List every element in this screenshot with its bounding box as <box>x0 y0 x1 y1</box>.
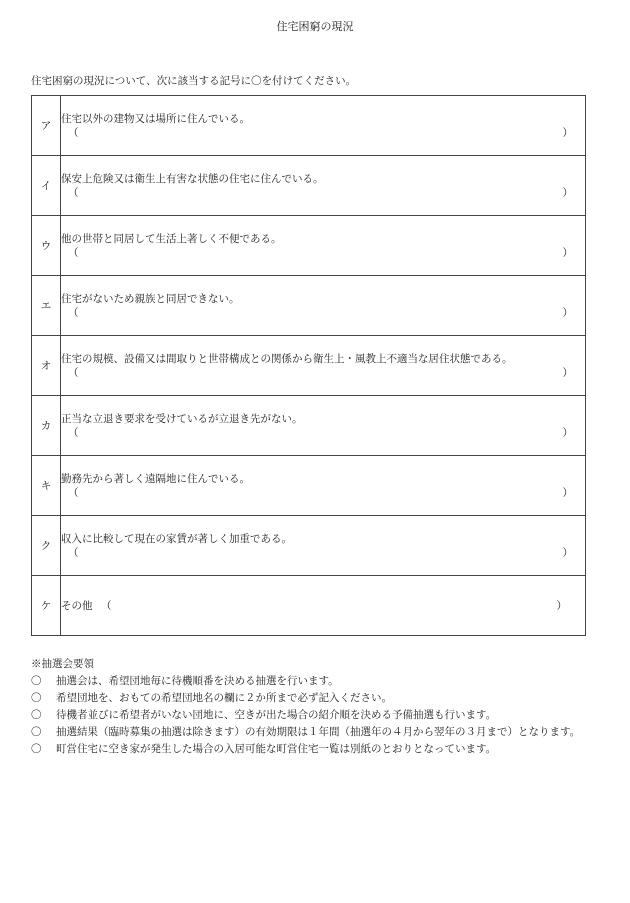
close-paren: ） <box>562 486 573 499</box>
open-paren: （ <box>101 599 112 612</box>
open-paren: （ <box>68 486 79 499</box>
option-text: 収入に比較して現在の家賃が著しく加重である。 <box>61 532 292 545</box>
detail-field[interactable] <box>61 366 585 380</box>
option-content <box>61 336 586 396</box>
open-paren: （ <box>68 546 79 559</box>
detail-field[interactable] <box>61 486 585 500</box>
page-title: 住宅困窮の現況 <box>276 20 354 33</box>
option-text: 住宅以外の建物又は場所に住んでいる。 <box>61 112 250 125</box>
option-letter[interactable]: ア <box>32 96 61 156</box>
close-paren: ） <box>562 426 573 439</box>
detail-field[interactable] <box>61 186 585 200</box>
note-text: 抽選結果（臨時募集の抽選は除きます）の有効期限は１年間（抽選年の４月から翌年の３月まで）となります。 <box>56 726 581 738</box>
detail-field[interactable] <box>61 246 585 260</box>
close-paren: ） <box>562 546 573 559</box>
option-text: 住宅がないため親族と同居できない。 <box>61 292 240 305</box>
circle-bullet-icon: 〇 <box>31 709 42 721</box>
housing-status-table <box>31 95 586 636</box>
detail-field[interactable] <box>61 306 585 320</box>
close-paren: ） <box>562 366 573 379</box>
open-paren: （ <box>68 306 79 319</box>
open-paren: （ <box>68 126 79 139</box>
option-content <box>61 156 586 216</box>
option-text: 正当な立退き要求を受けているが立退き先がない。 <box>61 412 303 425</box>
option-row[interactable] <box>32 276 586 336</box>
option-content <box>61 276 586 336</box>
close-paren: ） <box>562 126 573 139</box>
option-text: 住宅の規模、設備又は間取りと世帯構成との関係から衛生上・風教上不適当な居住状態である。 <box>61 352 513 365</box>
option-letter[interactable]: キ <box>32 456 61 516</box>
option-content <box>61 396 586 456</box>
option-row[interactable] <box>32 216 586 276</box>
circle-bullet-icon: 〇 <box>31 692 42 704</box>
option-letter[interactable]: ク <box>32 516 61 576</box>
open-paren: （ <box>68 426 79 439</box>
circle-bullet-icon: 〇 <box>31 726 42 738</box>
other-label: その他 <box>61 599 93 612</box>
note-item <box>31 724 601 741</box>
option-content <box>61 456 586 516</box>
circle-bullet-icon: 〇 <box>31 675 42 687</box>
open-paren: （ <box>68 186 79 199</box>
detail-field[interactable] <box>61 546 585 560</box>
note-text: 待機者並びに希望者がいない団地に、空きが出た場合の紹介順を決める予備抽選も行います。 <box>56 709 497 721</box>
note-item <box>31 707 601 724</box>
note-text: 抽選会は、希望団地毎に待機順番を決める抽選を行います。 <box>56 675 339 687</box>
instructions: 住宅困窮の現況について、次に該当する記号に〇を付けてください。 <box>31 75 357 87</box>
option-letter[interactable]: オ <box>32 336 61 396</box>
close-paren: ） <box>562 186 573 199</box>
lottery-notes <box>31 656 601 758</box>
open-paren: （ <box>68 366 79 379</box>
note-item <box>31 690 601 707</box>
note-text: 希望団地を、おもての希望団地名の欄に２か所まで必ず記入ください。 <box>56 692 392 704</box>
other-field[interactable] <box>61 599 585 613</box>
option-row[interactable] <box>32 336 586 396</box>
option-text: 保安上危険又は衛生上有害な状態の住宅に住んでいる。 <box>61 172 324 185</box>
option-letter[interactable]: イ <box>32 156 61 216</box>
option-content <box>61 576 586 636</box>
close-paren: ） <box>562 306 573 319</box>
option-row[interactable] <box>32 516 586 576</box>
option-row[interactable] <box>32 156 586 216</box>
option-row-other[interactable] <box>32 576 586 636</box>
close-paren: ） <box>556 599 567 612</box>
option-row[interactable] <box>32 456 586 516</box>
detail-field[interactable] <box>61 426 585 440</box>
option-text: 勤務先から著しく遠隔地に住んでいる。 <box>61 472 250 485</box>
option-letter[interactable]: カ <box>32 396 61 456</box>
circle-bullet-icon: 〇 <box>31 743 42 755</box>
detail-field[interactable] <box>61 126 585 140</box>
option-text: 他の世帯と同居して生活上著しく不便である。 <box>61 232 282 245</box>
note-item <box>31 741 601 758</box>
option-content <box>61 516 586 576</box>
option-row[interactable] <box>32 396 586 456</box>
note-item <box>31 673 601 690</box>
notes-heading: ※抽選会要領 <box>31 658 94 670</box>
open-paren: （ <box>68 246 79 259</box>
option-content <box>61 96 586 156</box>
note-text: 町営住宅に空き家が発生した場合の入居可能な町営住宅一覧は別紙のとおりとなっています。 <box>56 743 497 755</box>
option-letter[interactable]: エ <box>32 276 61 336</box>
option-row[interactable] <box>32 96 586 156</box>
option-content <box>61 216 586 276</box>
option-letter[interactable]: ケ <box>32 576 61 636</box>
close-paren: ） <box>562 246 573 259</box>
option-letter[interactable]: ウ <box>32 216 61 276</box>
